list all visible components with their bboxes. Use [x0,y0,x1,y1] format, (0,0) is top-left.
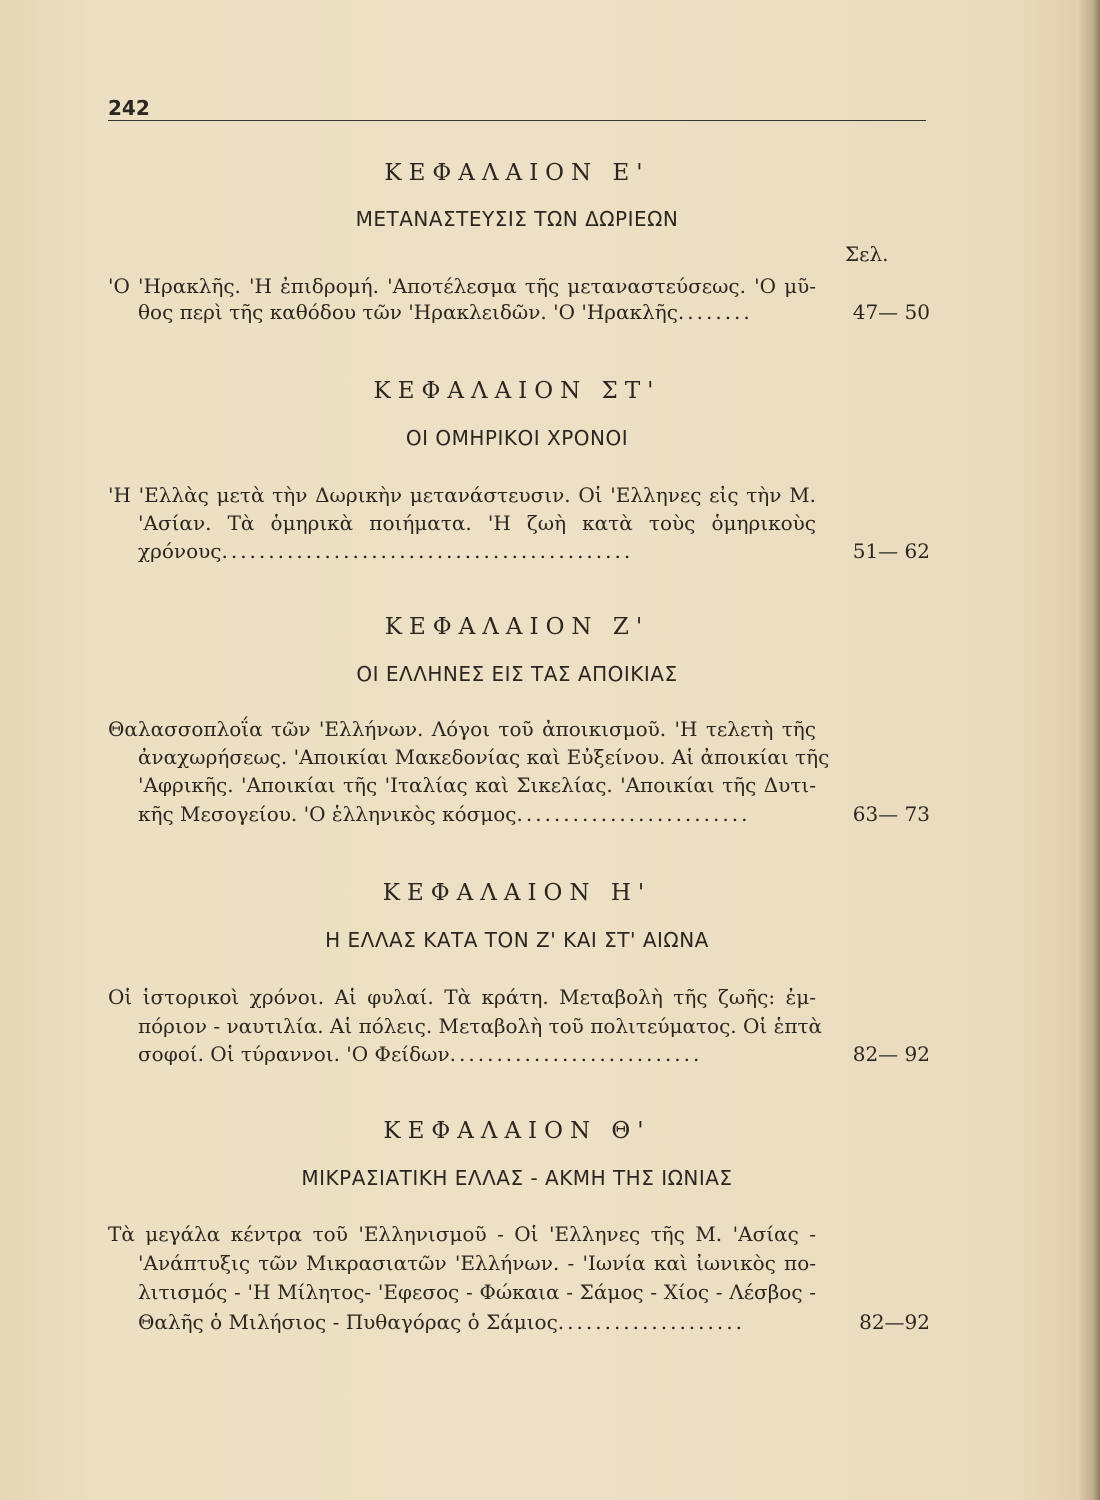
dot-leader: ........ [677,300,753,324]
page-edge-shadow [1078,0,1100,1500]
chapter-heading: ΚΕΦΑΛΑΙΟΝ Ε' [384,160,650,186]
chapter-title: ΟΙ ΟΜΗΡΙΚΟΙ ΧΡΟΝΟΙ [405,426,629,450]
chapter-title: ΜΕΤΑΝΑΣΤΕΥΣΙΣ ΤΩΝ ΔΩΡΙΕΩΝ [355,207,679,231]
toc-entry-text: σοφοί. Οἱ τύραννοι. 'Ο Φείδων [138,1042,450,1066]
toc-entry-line: Οἱ ἱστορικοὶ χρόνοι. Αἱ φυλαί. Τὰ κράτη. Μεταβολὴ τῆς ζωῆς: ἐμ- [108,985,816,1009]
toc-entry-text: κῆς Μεσογείου. 'Ο ἑλληνικὸς κόσμος [138,802,517,826]
toc-entry-line: πόριον - ναυτιλία. Αἱ πόλεις. Μεταβολὴ τοῦ πολιτεύματος. Οἱ ἑπτὰ [138,1014,823,1038]
toc-entry-line: Θαλασσοπλοΐα τῶν 'Ελλήνων. Λόγοι τοῦ ἀποικισμοῦ. 'Η τελετὴ τῆς [108,717,816,741]
toc-entry-line [138,299,816,325]
toc-entry-line [138,801,816,827]
toc-entry-line [138,1309,816,1335]
toc-entry-line: Τὰ μεγάλα κέντρα τοῦ 'Ελληνισμοῦ - Οἱ 'Ελληνες τῆς Μ. 'Ασίας - [108,1222,816,1246]
toc-entry-line: λιτισμός - 'Η Μίλητος- 'Εφεσος - Φώκαια - Σάμος - Χίος - Λέσβος - [138,1280,816,1304]
chapter-heading: ΚΕΦΑΛΑΙΟΝ ΣΤ' [373,378,661,404]
chapter-title: Η ΕΛΛΑΣ ΚΑΤΑ ΤΟΝ Ζ' ΚΑΙ ΣΤ' ΑΙΩΝΑ [325,928,709,952]
chapter-heading: ΚΕΦΑΛΑΙΟΝ Η' [382,880,652,906]
toc-entry-line: 'Ο 'Ηρακλῆς. 'Η ἐπιδρομή. 'Αποτέλεσμα τῆς μεταναστεύσεως. 'Ο μῦ- [108,274,816,298]
toc-entry-line: 'Ασίαν. Τὰ ὁμηρικὰ ποιήματα. 'Η ζωὴ κατὰ τοὺς ὁμηρικοὺς [138,511,816,535]
toc-entry-line: ἀναχωρήσεως. 'Αποικίαι Μακεδονίας καὶ Εὐξείνου. Αἱ ἀποικίαι τῆς [138,745,830,769]
page-number: 242 [108,96,150,120]
toc-page-range: 47— 50 [852,300,930,324]
toc-entry-line: 'Ανάπτυξις τῶν Μικρασιατῶν 'Ελλήνων. - 'Ιωνία καὶ ἰωνικὸς πο- [138,1251,816,1275]
toc-page-range: 82—92 [859,1310,930,1334]
chapter-title: ΜΙΚΡΑΣΙΑΤΙΚΗ ΕΛΛΑΣ - ΑΚΜΗ ΤΗΣ ΙΩΝΙΑΣ [301,1166,733,1190]
page-column-label: Σελ. [845,242,889,266]
header-rule [108,120,926,121]
dot-leader: ........................... [449,1042,703,1066]
chapter-heading: ΚΕΦΑΛΑΙΟΝ Ζ' [384,614,650,640]
chapter-title: ΟΙ ΕΛΛΗΝΕΣ ΕΙΣ ΤΑΣ ΑΠΟΙΚΙΑΣ [356,662,678,686]
toc-page-range: 82— 92 [852,1042,930,1066]
toc-page-range: 51— 62 [852,539,930,563]
toc-entry-text: χρόνους [138,539,222,563]
dot-leader: .................... [557,1310,745,1334]
toc-entry-text: Θαλῆς ὁ Μιλήσιος - Πυθαγόρας ὁ Σάμιος [138,1310,558,1334]
toc-entry-line: 'Αφρικῆς. 'Αποικίαι τῆς 'Ιταλίας καὶ Σικελίας. 'Αποικίαι τῆς Δυτι- [138,773,816,797]
dot-leader: ............................................ [221,539,634,563]
toc-entry-text: θος περὶ τῆς καθόδου τῶν 'Ηρακλειδῶν. 'Ο 'Ηρακλῆς [138,300,678,324]
toc-entry-line: 'Η 'Ελλὰς μετὰ τὴν Δωρικὴν μετανάστευσιν. Οἱ 'Ελληνες εἰς τὴν Μ. [108,483,816,507]
toc-page-range: 63— 73 [852,802,930,826]
toc-entry-line [138,538,816,564]
toc-entry-line [138,1041,816,1067]
dot-leader: ......................... [516,802,751,826]
chapter-heading: ΚΕΦΑΛΑΙΟΝ Θ' [383,1118,651,1144]
